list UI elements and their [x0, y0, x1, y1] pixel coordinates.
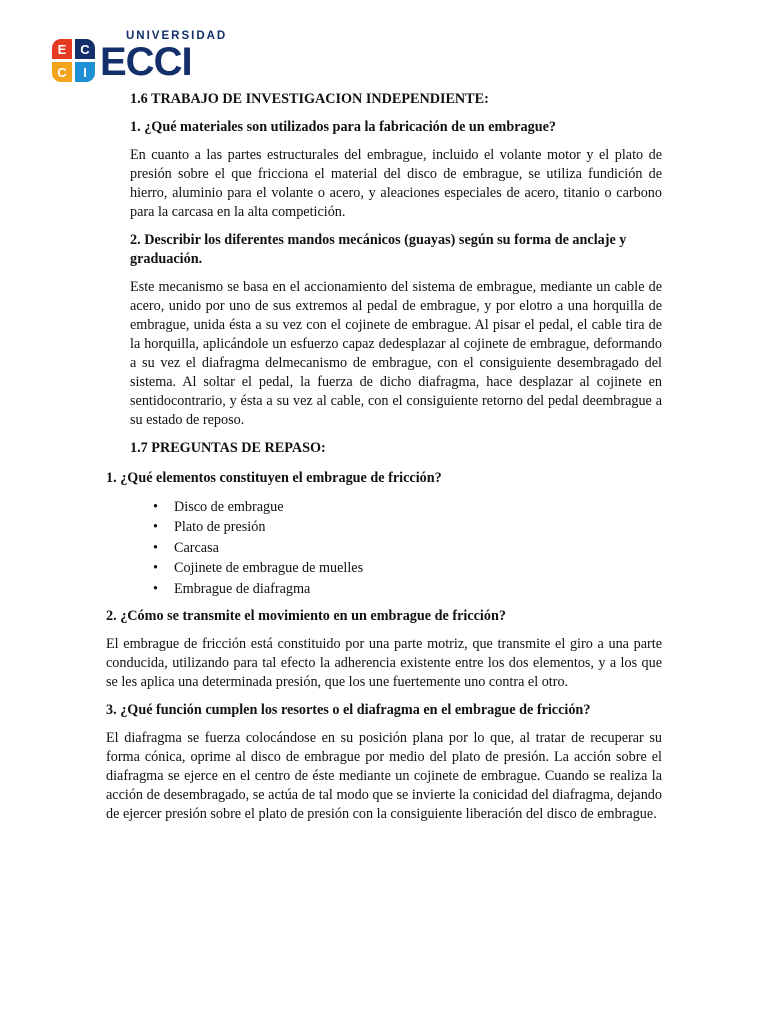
section-heading: 1.6 TRABAJO DE INVESTIGACION INDEPENDIENTE:: [130, 91, 489, 107]
answer-paragraph: El diafragma se fuerza colocándose en su posición plana por lo que, al tratar de recuperar su forma cónica, oprime al disco de embrague por medio del plato de presión. La acción sobre el diafragma se ejerce en el centro de éste mediante un cojinete de embrague. Cuando se realiza la acción de desembragado, se actúa de tal modo que se invierte la conicidad del diafragma, dejando de ejercer presión sobre el plato de presión con la consiguiente liberación del disco de embrague.: [106, 730, 662, 823]
logo-cell: E: [52, 39, 72, 59]
question-heading: 1. ¿Qué elementos constituyen el embrague de fricción?: [106, 470, 442, 486]
list-item: • Embrague de diafragma: [174, 579, 662, 599]
logo-mark: [52, 39, 96, 83]
logo-cell: C: [52, 62, 72, 82]
logo-cell: C: [75, 39, 95, 59]
list-item: • Cojinete de embrague de muelles: [174, 558, 662, 578]
question-heading: 1. ¿Qué materiales son utilizados para la fabricación de un embrague?: [130, 119, 557, 135]
element-list: [106, 497, 662, 599]
logo-big-text: ECCI: [100, 40, 192, 84]
question-heading: 3. ¿Qué función cumplen los resortes o el diafragma en el embrague de fricción?: [106, 702, 591, 719]
question-heading: 2. Describir los diferentes mandos mecánicos (guayas) según su forma de anclaje y graduación.: [130, 232, 627, 267]
university-logo: [52, 30, 228, 86]
logo-cell: I: [75, 62, 95, 82]
list-item: • Disco de embrague: [174, 497, 662, 517]
answer-paragraph: Este mecanismo se basa en el accionamiento del sistema de embrague, mediante un cable de acero, unido por uno de sus extremos al pedal de embrague, y por elotro a una horquilla de embrague, unida ésta a su vez con el cojinete de embrague. Al pisar el pedal, el cable tira de la horquilla, aplicándole un esfuerzo capaz dedesplazar al cojinete de embrague, deformando a su vez el diafragma delmecanismo de embrague, con el consiguiente desembragado del sistema. Al soltar el pedal, la fuerza de dicho diafragma, hace desplazar al cojinete en sentidocontrario, y ésta a su vez al cable, con el consiguiente retorno del pedal deembrague a su estado de reposo.: [130, 279, 662, 428]
list-item: • Plato de presión: [174, 517, 662, 537]
document-body: [106, 90, 662, 824]
answer-paragraph: En cuanto a las partes estructurales del embrague, incluido el volante motor y el plato de presión sobre el que fricciona el material del disco de embrague, se utiliza fundición de hierro, aluminio para el volante o acero, y aleaciones especiales de acero, titanio o carbono para la carcasa en la alta competición.: [130, 147, 662, 220]
logo-top-text: UNIVERSIDAD: [126, 30, 228, 42]
question-heading: 2. ¿Cómo se transmite el movimiento en un embrague de fricción?: [106, 608, 506, 625]
list-item: • Carcasa: [174, 538, 662, 558]
answer-paragraph: El embrague de fricción está constituido por una parte motriz, que transmite el giro a una parte conducida, utilizando para tal efecto la adherencia existente entre los dos elementos, y a los que se les aplica una determinada presión, que los une fuertemente uno contra el otro.: [106, 636, 662, 691]
section-heading: 1.7 PREGUNTAS DE REPASO:: [130, 440, 326, 456]
